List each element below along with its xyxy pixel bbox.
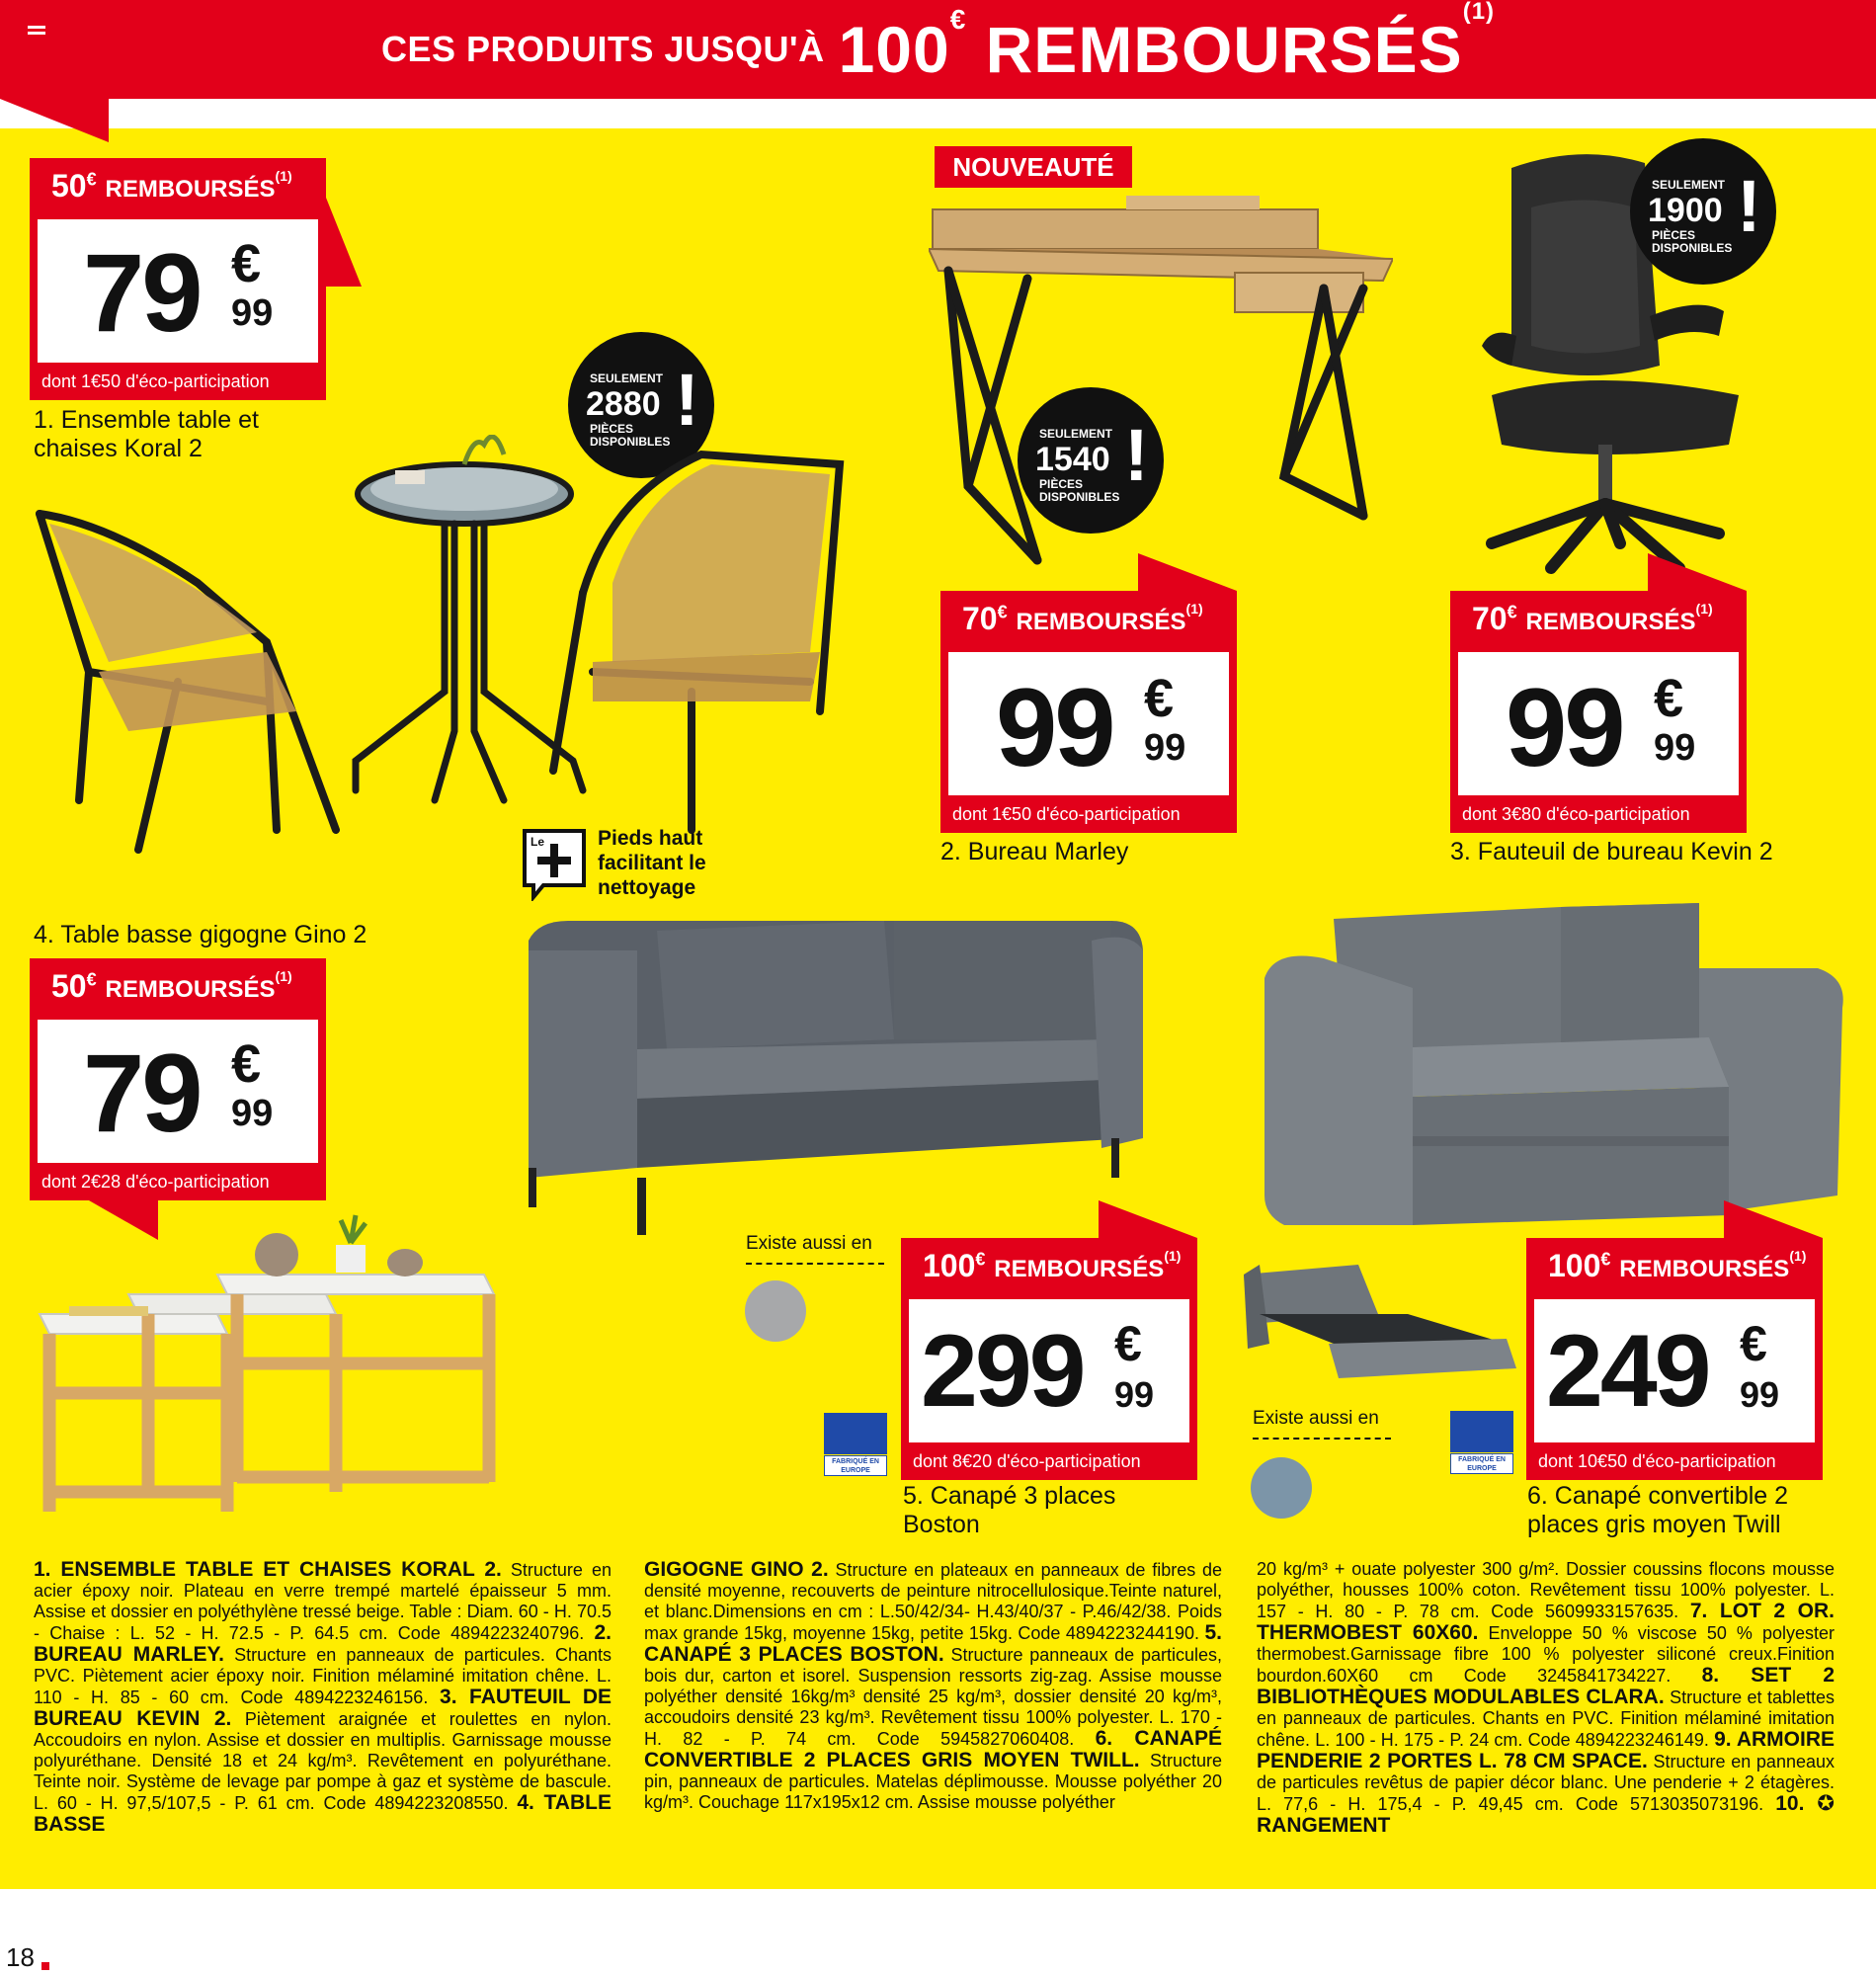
price-tag-boston	[901, 1238, 1197, 1480]
banner-amount: 100€ REMBOURSÉS$^{(1)}$	[838, 0, 1496, 86]
price-integer: 299	[921, 1314, 1084, 1429]
price-integer: 79	[83, 231, 201, 355]
plus-feature-text: Pieds haut facilitant le nettoyage	[598, 827, 706, 899]
price-box	[948, 652, 1229, 795]
euro-sign: €	[1144, 669, 1175, 728]
stock-badge-1900: SEULEMENT 1900 PIÈCES DISPONIBLES !	[1630, 138, 1776, 285]
price-integer: 99	[1506, 666, 1623, 789]
price-box	[1534, 1299, 1815, 1442]
euro-sign: €	[1654, 669, 1684, 728]
color-swatch-light-grey[interactable]	[745, 1280, 806, 1342]
product-title-marley: 2. Bureau Marley	[940, 838, 1129, 865]
header-banner	[0, 0, 1876, 99]
price-box	[38, 1020, 318, 1163]
existe-aussi-label: Existe aussi en	[746, 1233, 872, 1254]
price-cents: 99	[231, 1093, 274, 1134]
euro-sign: €	[1740, 1316, 1767, 1371]
price-integer: 99	[996, 666, 1113, 789]
product-title-kevin: 3. Fauteuil de bureau Kevin 2	[1450, 838, 1773, 865]
price-cents: 99	[231, 292, 274, 334]
banner-headline	[0, 0, 1876, 99]
price-integer: 249	[1546, 1314, 1709, 1429]
description-column-2: GIGOGNE GINO 2. Structure en plateaux en panneaux de fibres de densité moyenne, recouverts de peinture nitrocellulosique.Teinte naturel, et blanc.Dimensions en cm : L.50/42/34- H.43/40/37 - P.46/42/38. Poids max grande 15kg, moyenne 15kg, petite 15kg. Code 4894223244190. 5. CANAPÉ 3 PLACES BOSTON. Structure panneaux de particules, bois dur, carton et isorel. Suspension ressorts zig-zag. Assise mousse polyéther densité 16kg/m³ densité 25 kg/m³, dossier densité 20 kg/m³, accoudoirs densité 23 kg/m³. Revêtement tissu 100% polyester. L. 170 - H. 82 - P. 74 cm. Code 5945827060408. 6. CANAPÉ CONVERTIBLE 2 PLACES GRIS MOYEN TWILL. Structure pin, panneaux de particules. Matelas déplimousse. Mousse polyéther 20 kg/m³. Couchage 117x195x12 cm. Assise mousse polyéther	[644, 1559, 1222, 1812]
product-title-koral: 1. Ensemble table et chaises Koral 2	[34, 406, 259, 462]
price-cents: 99	[1114, 1374, 1155, 1415]
description-column-1: 1. ENSEMBLE TABLE ET CHAISES KORAL 2. Structure en acier époxy noir. Plateau en verre trempé martelé épaisseur 5 mm. Assise et dossier en polyéthylène tressé beige. Table : Diam. 60 - H. 70.5 - Chaise : L. 52 - H. 72.5 - P. 64.5 cm. Code 4894223240796. 2. BUREAU MARLEY. Structure en panneaux de particules. Chants PVC. Piètement acier époxy noir. Finition mélaminé imitation chêne. L. 110 - H. 85 - 60 cm. Code 4894223246156. 3. FAUTEUIL DE BUREAU KEVIN 2. Piètement araignée et roulettes en nylon. Accoudoirs en nylon. Assise et dossier en multiplis. Garnissage mousse polyuréthane. Densité 18 et 24 kg/m³. Revêtement en polyuréthane. Teinte noir. Système de levage par pompe à gaz et système de bascule. L. 60 - H. 97,5/107,5 - P. 61 cm. Code 4894223208550. 4. TABLE BASSE	[34, 1559, 612, 1836]
price-box	[1458, 652, 1739, 795]
svg-text:Le: Le	[530, 835, 545, 849]
price-cents: 99	[1654, 727, 1696, 769]
page-number: 18	[6, 1942, 35, 1972]
rembourse-label: 50€ REMBOURSÉS$^{(1)}$	[51, 168, 292, 204]
price-integer: 79	[83, 1031, 201, 1155]
price-tag-twill	[1526, 1238, 1823, 1480]
existe-aussi-label: Existe aussi en	[1253, 1408, 1379, 1429]
nouveaute-badge: NOUVEAUTÉ	[935, 146, 1132, 188]
eco-participation: dont 2€28 d'éco-participation	[41, 1172, 270, 1192]
sofa-twill-opened-image	[1240, 1255, 1516, 1383]
product-title-gino: 4. Table basse gigogne Gino 2	[34, 921, 367, 948]
sofa-boston-image	[499, 901, 1151, 1267]
rembourse-label: 70€ REMBOURSÉS$^{(1)}$	[1472, 601, 1713, 636]
desk-image	[929, 190, 1393, 575]
description-column-3: 20 kg/m³ + ouate polyester 300 g/m². Dossier coussins flocons mousse polyéther, housses 100% coton. Revêtement tissu 100% polyester. L. 157 - H. 80 - P. 78 cm. Code 5609933157635. 7. LOT 2 OR. THERMOBEST 60X60. Enveloppe 50 % viscose 50 % polyester thermobest.Garnissage fibre 100 % polyester siliconé creux.Finition bourdon.60X60 cm Code 3245841734227. 8. SET 2 BIBLIOTHÈQUES MODULABLES CLARA. Structure et tablettes en panneaux de particules. Chants en PVC. Finition mélaminé imitation chêne. L. 100 - H. 175 - P. 24 cm. Code 4894223246149. 9. ARMOIRE PENDERIE 2 PORTES L. 78 CM SPACE. Structure en panneaux de particules revêtus de papier décor blanc. Une penderie + 2 étagères. L. 77,6 - H. 175,4 - P. 49,45 cm. Code 5713035073196. 10. ✪ RANGEMENT	[1257, 1559, 1835, 1837]
price-cents: 99	[1740, 1374, 1780, 1415]
banner-small-text: CES PRODUITS JUSQU'À	[380, 29, 825, 69]
price-cents: 99	[1144, 727, 1186, 769]
product-title-twill: 6. Canapé convertible 2 places gris moyen Twill	[1527, 1482, 1789, 1538]
stock-badge-1540: SEULEMENT 1540 PIÈCES DISPONIBLES !	[1018, 387, 1164, 534]
nesting-tables-image	[30, 1195, 504, 1522]
euro-sign: €	[1114, 1316, 1142, 1371]
rembourse-label: 70€ REMBOURSÉS$^{(1)}$	[962, 601, 1203, 636]
dashed-divider	[746, 1263, 884, 1265]
price-tag-kevin	[1450, 591, 1747, 833]
price-tag-koral	[30, 158, 326, 400]
table-chairs-image	[20, 435, 869, 879]
eco-participation: dont 1€50 d'éco-participation	[952, 804, 1181, 824]
price-box	[909, 1299, 1189, 1442]
eco-participation: dont 1€50 d'éco-participation	[41, 371, 270, 391]
stock-badge-2880: SEULEMENT 2880 PIÈCES DISPONIBLES !	[568, 332, 714, 478]
price-tag-marley	[940, 591, 1237, 833]
euro-sign: €	[231, 234, 262, 293]
rembourse-label: 50€ REMBOURSÉS$^{(1)}$	[51, 968, 292, 1004]
dashed-divider	[1253, 1438, 1391, 1440]
eco-participation: dont 10€50 d'éco-participation	[1538, 1451, 1776, 1471]
rembourse-label: 100€ REMBOURSÉS$^{(1)}$	[1548, 1248, 1807, 1283]
eco-participation: dont 3€80 d'éco-participation	[1462, 804, 1690, 824]
plus-feature-icon	[522, 828, 587, 901]
made-in-europe-logo: FABRIQUÉ EN EUROPE	[824, 1413, 887, 1476]
euro-sign: €	[231, 1034, 262, 1094]
made-in-europe-logo: FABRIQUÉ EN EUROPE	[1450, 1411, 1513, 1474]
price-tag-gino	[30, 958, 326, 1200]
sofa-twill-image	[1264, 899, 1847, 1235]
page-number-dot	[41, 1962, 49, 1970]
rembourse-label: 100€ REMBOURSÉS$^{(1)}$	[923, 1248, 1182, 1283]
color-swatch-blue-grey[interactable]	[1251, 1457, 1312, 1519]
price-box	[38, 219, 318, 363]
eco-participation: dont 8€20 d'éco-participation	[913, 1451, 1141, 1471]
product-title-boston: 5. Canapé 3 places Boston	[903, 1482, 1116, 1538]
